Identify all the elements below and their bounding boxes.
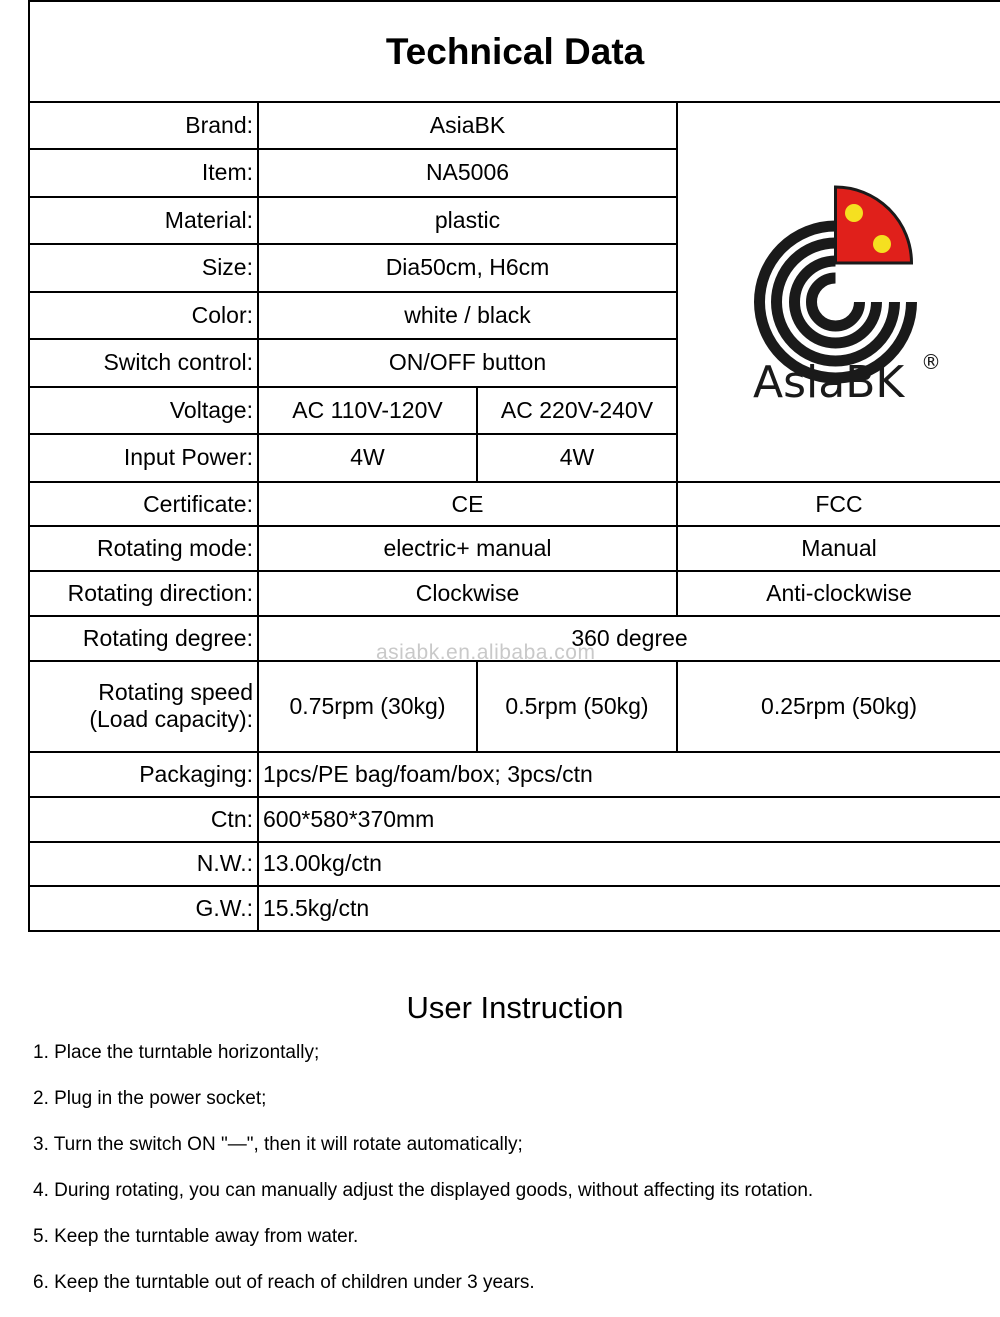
switch-control-label: Switch control: [29,339,258,387]
color-label: Color: [29,292,258,340]
logo-wordmark: AsiaBK [753,356,905,408]
instruction-step: 6. Keep the turntable out of reach of children under 3 years. [33,1272,535,1293]
nw-label: N.W.: [29,842,258,887]
gw-label: G.W.: [29,886,258,931]
asiabk-logo-icon [678,106,1000,472]
nw-value: 13.00kg/ctn [258,842,1000,887]
certificate-value-1: CE [258,482,677,527]
watermark: asiabk.en.alibaba.com [376,641,596,664]
material-value: plastic [258,197,677,245]
registered-mark: ® [921,349,942,374]
technical-data-title: Technical Data [29,1,1000,102]
item-value: NA5006 [258,149,677,197]
ctn-label: Ctn: [29,797,258,842]
brand-logo [677,102,1000,482]
input-power-value-1: 4W [258,434,477,482]
item-label: Item: [29,149,258,197]
brand-label: Brand: [29,102,258,150]
instruction-step: 1. Place the turntable horizontally; [33,1042,320,1063]
size-label: Size: [29,244,258,292]
voltage-label: Voltage: [29,387,258,435]
rotating-speed-label [29,661,258,752]
rotating-speed-label-line1: Rotating speed [98,679,253,706]
rotating-speed-value-2: 0.5rpm (50kg) [477,661,677,752]
instruction-step: 2. Plug in the power socket; [33,1088,267,1109]
rotating-mode-value-2: Manual [677,526,1000,571]
rotating-speed-value-3: 0.25rpm (50kg) [677,661,1000,752]
instruction-step: 5. Keep the turntable away from water. [33,1226,359,1247]
certificate-value-2: FCC [677,482,1000,527]
instruction-list [33,1041,813,1317]
rotating-direction-value-1: Clockwise [258,571,677,616]
packaging-label: Packaging: [29,752,258,797]
instruction-step: 3. Turn the switch ON "—", then it will rotate automatically; [33,1134,523,1155]
input-power-label: Input Power: [29,434,258,482]
user-instruction-title: User Instruction [406,990,624,1025]
voltage-value-2: AC 220V-240V [477,387,677,435]
color-value: white / black [258,292,677,340]
ctn-value: 600*580*370mm [258,797,1000,842]
rotating-mode-value-1: electric+ manual [258,526,677,571]
voltage-value-1: AC 110V-120V [258,387,477,435]
certificate-label: Certificate: [29,482,258,527]
size-value: Dia50cm, H6cm [258,244,677,292]
rotating-speed-label-line2: (Load capacity): [89,706,253,733]
switch-control-value: ON/OFF button [258,339,677,387]
technical-data-table [28,0,1000,932]
rotating-degree-value: 360 degree [258,616,1000,661]
rotating-mode-label: Rotating mode: [29,526,258,571]
rotating-direction-value-2: Anti-clockwise [677,571,1000,616]
brand-value: AsiaBK [258,102,677,150]
packaging-value: 1pcs/PE bag/foam/box; 3pcs/ctn [258,752,1000,797]
rotating-degree-label: Rotating degree: [29,616,258,661]
gw-value: 15.5kg/ctn [258,886,1000,931]
rotating-speed-value-1: 0.75rpm (30kg) [258,661,477,752]
input-power-value-2: 4W [477,434,677,482]
rotating-direction-label: Rotating direction: [29,571,258,616]
instruction-step: 4. During rotating, you can manually adjust the displayed goods, without affecting its rotation. [33,1180,814,1201]
material-label: Material: [29,197,258,245]
